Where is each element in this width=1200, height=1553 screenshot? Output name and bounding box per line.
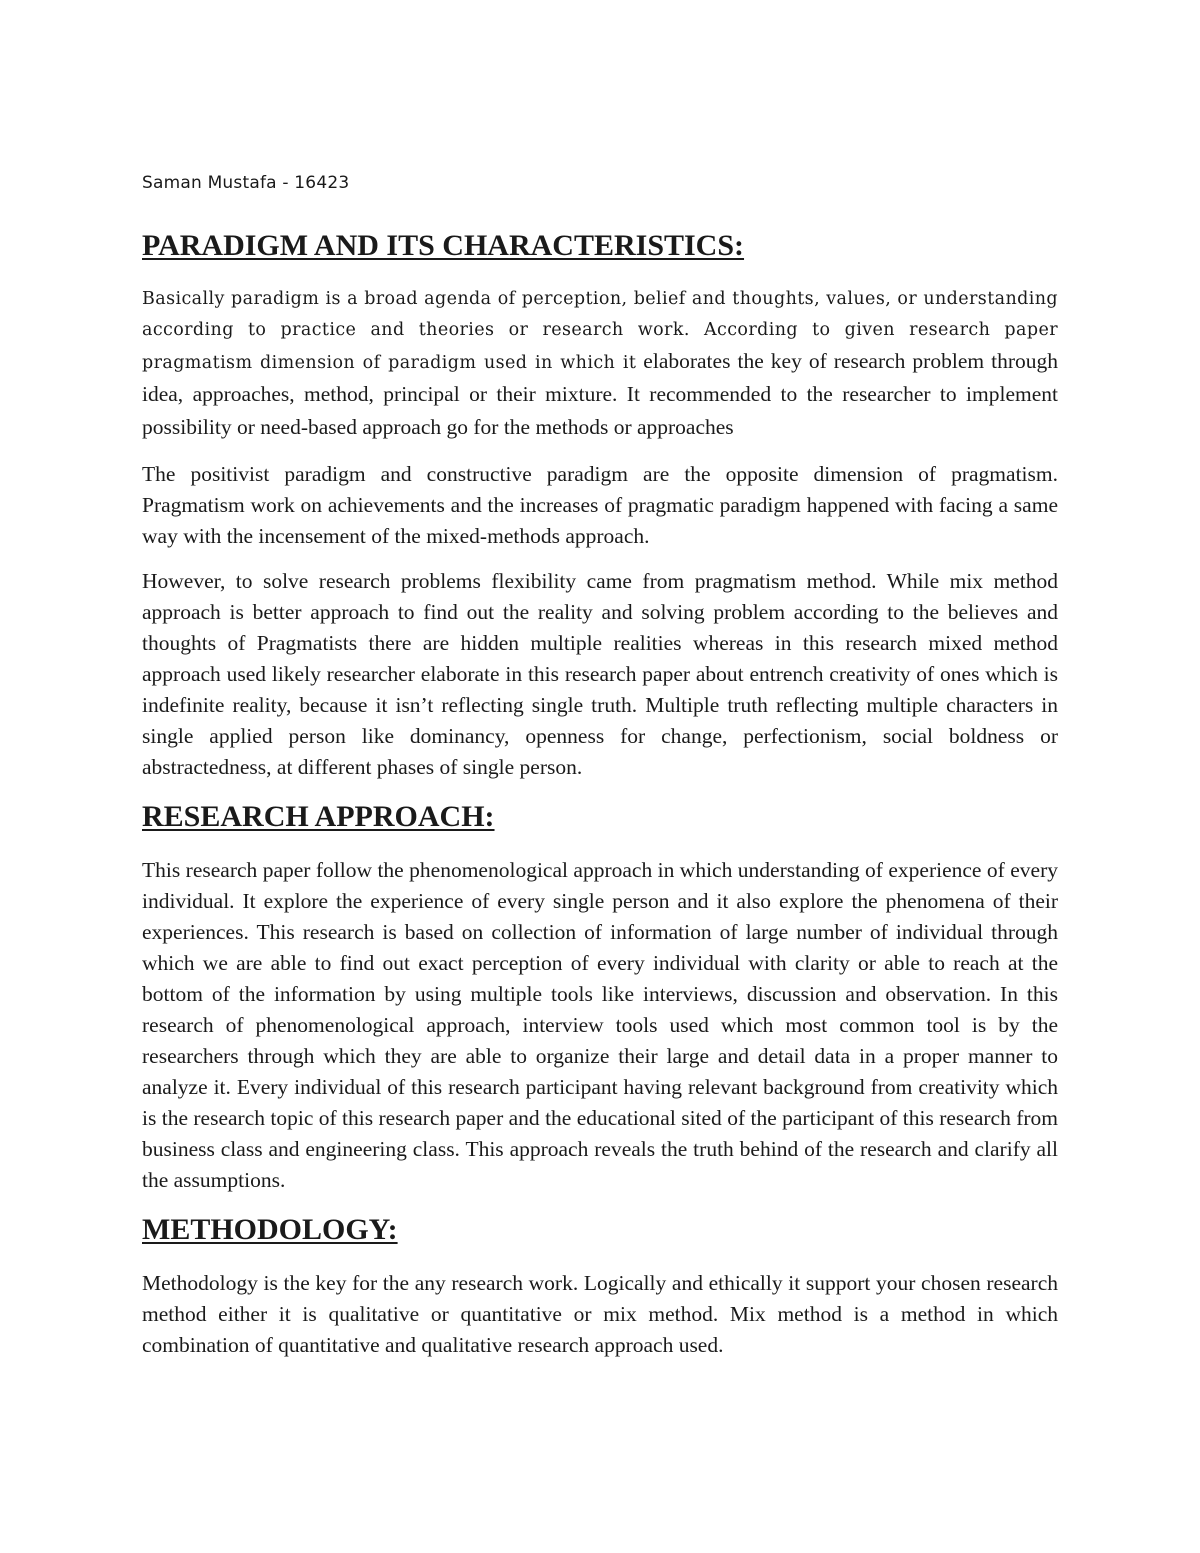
- paragraph-paradigm-3: However, to solve research problems flexibility came from pragmatism method. While mix method approach is better approach to find out the reality and solving problem according to the believes and thoughts of Pragmatists there are hidden multiple realities whereas in this research mixed method approach used likely researcher elaborate in this research paper about entrench creativity of ones which is indefinite reality, because it isn’t reflecting single truth. Multiple truth reflecting multiple characters in single applied person like dominancy, openness for change, perfectionism, social boldness or abstractedness, at different phases of single person.: [142, 569, 1058, 779]
- section-research-approach: [142, 797, 1058, 1196]
- paragraph-paradigm-1-lead: Basically paradigm is a broad agenda of perception, belief and thoughts, values, or understanding according to practice and theories or research work. According to given research paper pragmatism dimension of paradigm used in which it: [142, 289, 1058, 373]
- heading-research-approach: RESEARCH APPROACH:: [142, 800, 495, 833]
- paragraph-paradigm-2: The positivist paradigm and constructive paradigm are the opposite dimension of pragmatism. Pragmatism work on achievements and the increases of pragmatic paradigm happened with facing a same way with the incensement of the mixed-methods approach.: [142, 462, 1058, 548]
- document-page: [142, 168, 1058, 1375]
- paragraph-research-approach-1: This research paper follow the phenomenological approach in which understanding of experience of every individual. It explore the experience of every single person and it also explore the phenomena of their experiences. This research is based on collection of information of large number of individual through which we are able to find out exact perception of every individual with clarity or able to reach at the bottom of the information by using multiple tools like interviews, discussion and observation. In this research of phenomenological approach, interview tools used which most common tool is by the researchers through which they are able to organize their large and detail data in a proper manner to analyze it. Every individual of this research participant having relevant background from creativity which is the research topic of this research paper and the educational sited of the participant of this research from business class and engineering class. This approach reveals the truth behind of the research and clarify all the assumptions.: [142, 858, 1058, 1192]
- author-line: Saman Mustafa - 16423: [142, 173, 350, 193]
- section-methodology: [142, 1210, 1058, 1361]
- paragraph-paradigm-1-rest: elaborates the key of research problem through idea, approaches, method, principal or their mixture. It recommended to the researcher to implement possibility or need-based approach go for the methods or approaches: [142, 349, 1058, 439]
- paragraph-methodology-1: Methodology is the key for the any research work. Logically and ethically it support your chosen research method either it is qualitative or quantitative or mix method. Mix method is a method in which combination of quantitative and qualitative research approach used.: [142, 1271, 1058, 1357]
- paragraph-paradigm-1: [142, 284, 1058, 445]
- heading-paradigm: PARADIGM AND ITS CHARACTERISTICS:: [142, 229, 745, 262]
- heading-methodology: METHODOLOGY:: [142, 1213, 398, 1246]
